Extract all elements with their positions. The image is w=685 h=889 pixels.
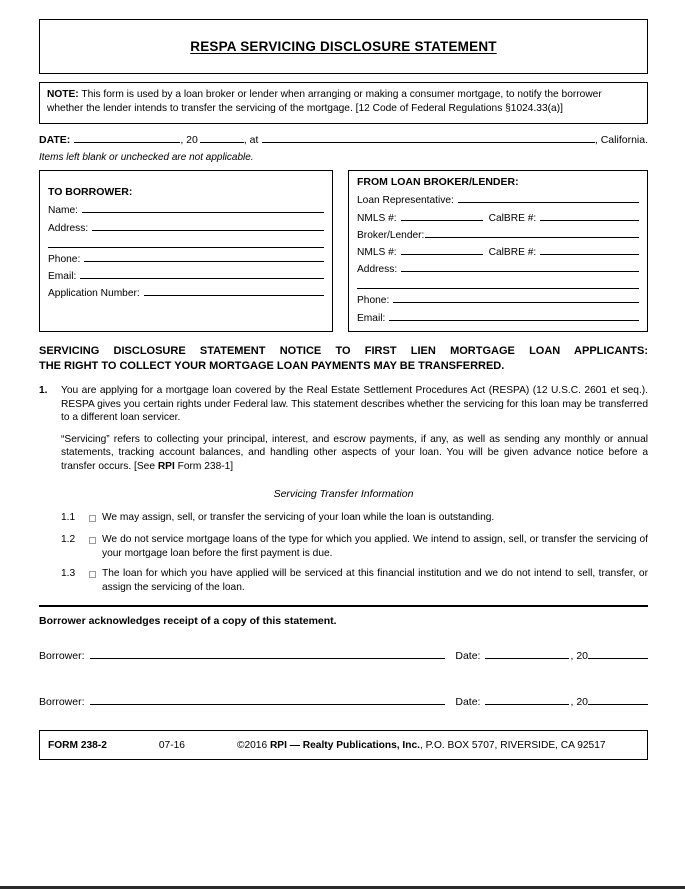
blank-items-note: Items left blank or unchecked are not applicable. — [39, 151, 254, 163]
item-1-body — [61, 384, 648, 473]
signature-1-date-input[interactable] — [485, 646, 569, 659]
borrower-address-label: Address: — [48, 222, 89, 234]
loan-representative-input[interactable] — [458, 190, 639, 203]
borrower-name-row — [48, 200, 324, 216]
lender-address-input-line2[interactable] — [357, 276, 639, 289]
checkbox-icon[interactable] — [89, 571, 96, 578]
transfer-option-1-3[interactable] — [39, 567, 648, 594]
footer-copyright-brand: RPI — Realty Publications, Inc. — [269, 739, 420, 751]
signature-1-year-input[interactable] — [588, 646, 648, 659]
borrower-signature-2-input[interactable] — [90, 692, 446, 705]
note-label: NOTE: — [47, 89, 79, 100]
broker-calbre-label: CalBRE #: — [488, 247, 537, 259]
section-heading-line1: SERVICING DISCLOSURE STATEMENT NOTICE TO FIRST LIEN MORTGAGE LOAN APPLICANTS: — [39, 344, 648, 357]
borrower-address-row — [48, 218, 324, 234]
transfer-option-1-1-number: 1.1 — [61, 511, 76, 523]
to-borrower-heading: TO BORROWER: — [48, 185, 133, 198]
transfer-option-1-1[interactable] — [39, 511, 648, 527]
rep-nmls-row — [357, 208, 639, 224]
borrower-phone-input[interactable] — [84, 249, 324, 262]
borrower-application-number-input[interactable] — [144, 283, 324, 296]
lender-email-row — [357, 308, 639, 324]
borrower-email-input[interactable] — [80, 266, 324, 279]
transfer-option-1-3-number: 1.3 — [61, 568, 76, 580]
transfer-option-1-1-checkbox-wrap[interactable] — [89, 511, 102, 527]
item-1 — [39, 384, 648, 473]
transfer-options-list — [39, 511, 648, 595]
loan-representative-row — [357, 190, 639, 206]
section-divider — [39, 605, 648, 607]
borrower-phone-row — [48, 249, 324, 265]
footer-revision-date: 07-16 — [158, 739, 185, 751]
footer-box — [39, 730, 648, 760]
broker-nmls-row — [357, 242, 639, 258]
lender-phone-input[interactable] — [393, 290, 639, 303]
transfer-option-1-2[interactable] — [39, 533, 648, 560]
date-year-prefix: , 20 — [180, 133, 198, 146]
transfer-option-1-3-text: The loan for which you have applied will be serviced at this financial institution and we do not intend to sell, transfer, or assign the servicing of the loan. — [102, 568, 648, 593]
date-input[interactable] — [74, 131, 180, 143]
section-heading-line2: THE RIGHT TO COLLECT YOUR MORTGAGE LOAN PAYMENTS MAY BE TRANSFERRED. — [39, 359, 505, 372]
from-lender-heading: FROM LOAN BROKER/LENDER: — [357, 175, 519, 188]
lender-phone-row — [357, 290, 639, 306]
footer-copyright-suffix: , P.O. BOX 5707, RIVERSIDE, CA 92517 — [419, 739, 606, 751]
rpi-brand: RPI — [157, 460, 175, 472]
borrower-name-input[interactable] — [82, 200, 324, 213]
transfer-option-1-3-checkbox-wrap[interactable] — [89, 567, 102, 594]
broker-lender-input[interactable] — [425, 225, 639, 238]
rep-calbre-label: CalBRE #: — [488, 212, 537, 224]
lender-address-input[interactable] — [401, 259, 639, 272]
date-line — [39, 131, 648, 146]
signature-row-2 — [39, 692, 648, 708]
lender-address-label: Address: — [357, 264, 398, 276]
broker-nmls-input[interactable] — [401, 242, 483, 255]
party-boxes — [39, 170, 648, 332]
lender-email-input[interactable] — [389, 308, 639, 321]
footer-copyright-prefix: ©2016 — [236, 739, 270, 751]
borrower-address-input[interactable] — [92, 218, 324, 231]
borrower-email-row — [48, 266, 324, 282]
rep-nmls-label: NMLS #: — [357, 212, 397, 224]
borrower-signature-2-label: Borrower: — [39, 696, 85, 709]
item-1-paragraph-2-text-b: Form 238-1] — [174, 460, 234, 472]
item-1-paragraph-2-text-a: “Servicing” refers to collecting your principal, interest, and escrow payments, if any, as well as sending any monthly or annual statements, tracking account balances, and handling other aspects of your loan. You will be given advance notice before a transfer occurs. [See — [61, 433, 648, 472]
from-lender-box — [348, 170, 648, 332]
transfer-option-1-2-number: 1.2 — [61, 534, 76, 546]
broker-lender-row — [357, 225, 639, 241]
signature-2-date-label: Date: — [455, 696, 481, 709]
borrower-phone-label: Phone: — [48, 253, 81, 265]
rep-calbre-input[interactable] — [540, 208, 639, 221]
form-content — [39, 19, 648, 760]
borrower-signature-1-label: Borrower: — [39, 650, 85, 663]
lender-phone-label: Phone: — [357, 295, 390, 307]
acknowledgement-text: Borrower acknowledges receipt of a copy of this statement. — [39, 615, 337, 628]
section-heading — [39, 344, 648, 373]
borrower-application-number-row — [48, 283, 324, 299]
item-1-number: 1. — [39, 385, 48, 397]
checkbox-icon[interactable] — [89, 537, 96, 544]
loan-representative-label: Loan Representative: — [357, 195, 454, 207]
borrower-application-number-label: Application Number: — [48, 288, 140, 300]
date-at-label: , at — [243, 133, 259, 146]
signature-2-year-prefix: , 20 — [570, 696, 588, 709]
broker-lender-label: Broker/Lender: — [357, 229, 425, 241]
date-label: DATE: — [39, 133, 71, 146]
checkbox-icon[interactable] — [89, 515, 96, 522]
to-borrower-box — [39, 170, 333, 332]
date-city-input[interactable] — [262, 131, 594, 143]
transfer-option-1-2-checkbox-wrap[interactable] — [89, 533, 102, 560]
borrower-email-label: Email: — [48, 271, 77, 283]
signature-2-year-input[interactable] — [588, 692, 648, 705]
broker-calbre-input[interactable] — [540, 242, 639, 255]
note-box — [39, 82, 648, 124]
footer-copyright — [237, 740, 606, 751]
signature-2-date-input[interactable] — [485, 692, 569, 705]
broker-nmls-label: NMLS #: — [357, 247, 397, 259]
borrower-name-label: Name: — [48, 205, 79, 217]
signature-row-1 — [39, 646, 648, 662]
date-state-label: , California. — [594, 133, 648, 146]
footer-form-number: FORM 238-2 — [48, 739, 107, 751]
signature-1-date-label: Date: — [455, 650, 481, 663]
title-box — [39, 19, 648, 74]
rep-nmls-input[interactable] — [401, 208, 483, 221]
page-title: RESPA SERVICING DISCLOSURE STATEMENT — [190, 39, 497, 54]
note-text: This form is used by a loan broker or lender when arranging or making a consumer mortgage, to notify the borrower whether the lender intends to transfer the servicing of the mortgage. [12 Code of Federal Regulations §1024.33(a)] — [47, 89, 602, 115]
transfer-subheading: Servicing Transfer Information — [273, 487, 414, 500]
lender-email-label: Email: — [357, 312, 386, 324]
transfer-option-1-1-text: We may assign, sell, or transfer the servicing of your loan while the loan is outstanding. — [102, 511, 495, 523]
lender-address-row — [357, 259, 639, 275]
borrower-address-input-line2[interactable] — [48, 235, 324, 248]
transfer-option-1-2-text: We do not service mortgage loans of the type for which you applied. We intend to assign, sell, or transfer the servicing of your mortgage loan before the first payment is due. — [102, 534, 648, 559]
date-year-input[interactable] — [200, 131, 244, 143]
item-1-paragraph-1: You are applying for a mortgage loan covered by the Real Estate Settlement Procedures Act (RESPA) (12 U.S.C. 2601 et seq.). RESPA gives you certain rights under Federal law. This statement describes whether the servicing for this loan may be transferred to a different loan servicer. — [61, 385, 648, 424]
signature-1-year-prefix: , 20 — [570, 650, 588, 663]
borrower-signature-1-input[interactable] — [90, 646, 446, 659]
item-1-paragraph-2 — [61, 433, 648, 474]
